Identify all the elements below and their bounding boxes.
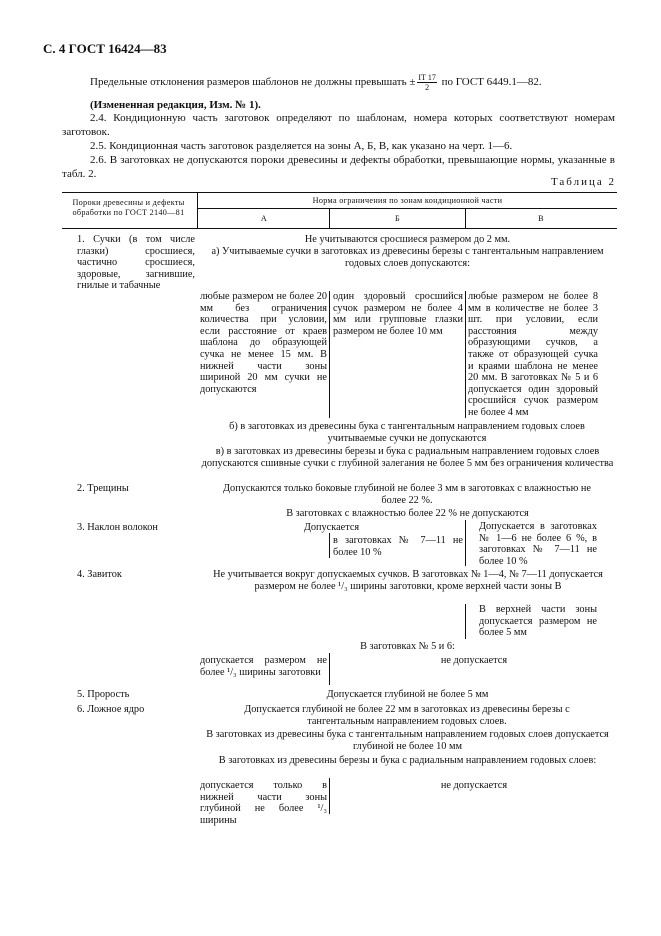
- head-zone-v: В: [538, 214, 544, 223]
- row-cracks-text-1: Допускаются только боковые глубиной не более 3 мм в заготовках с влажностью не более 22 %.: [223, 483, 591, 506]
- table-caption: Таблица 2: [550, 176, 616, 188]
- tolerance-standard: по ГОСТ 6449.1—82.: [438, 76, 542, 89]
- row-curl-divider-1: [465, 604, 466, 639]
- head-divider-2: [329, 208, 330, 229]
- row-curl-divider-2: [329, 653, 330, 685]
- row-curl-a: допускается размером не более ¹/₃ ширины заготовки: [200, 655, 327, 678]
- head-zone-a: А: [260, 214, 268, 223]
- head-zone-b: Б: [394, 214, 400, 223]
- fraction-numerator: IT 17: [418, 73, 436, 82]
- fraction-denominator: 2: [425, 83, 430, 92]
- row-false-heart-text-3: В заготовках из древесины березы и бука с радиальным направлением годовых слоев:: [218, 755, 597, 766]
- row-false-heart-a: допускается только в нижней части зоны глубиной не более ¹/₃ ширины: [200, 780, 327, 826]
- paragraph-2-6: 2.6. В заготовках не допускаются пороки древесины и дефекты обработки, превышающие нормы, указанные в табл. 2.: [62, 154, 615, 180]
- row-cracks-text-2: В заготовках с влажностью более 22 % не допускаются: [286, 508, 529, 519]
- tolerance-paragraph: [90, 73, 610, 92]
- row-false-heart-name: 6. Ложное ядро: [77, 704, 145, 715]
- row-knots-b: б) в заготовках из древесины бука с тангентальным направлением годовых слоев учитываемые сучки не допускаются: [229, 421, 585, 444]
- row-grain-name: 3. Наклон волокон: [77, 522, 158, 533]
- row-cracks-name: 2. Трещины: [77, 483, 129, 494]
- row-grain-divider-2: [465, 520, 466, 566]
- row-false-heart-text-1: Допускается глубиной не более 22 мм в заготовках из древесины березы с тангентальным направлением годовых слоев.: [244, 704, 570, 727]
- paragraph-2-4: 2.4. Кондиционную часть заготовок определяют по шаблонам, номера которых соответствуют номерам заготовок.: [62, 112, 615, 138]
- table-head-bottom-rule: [62, 228, 617, 229]
- row-curl-text-1: Не учитывается вокруг допускаемых сучков. В заготовках № 1—4, № 7—11 допускается размером не более ¹/₃ ширины заготовки, кроме верхней части зоны В: [213, 569, 603, 592]
- row-knots-general: Не учитываются сросшиеся размером до 2 мм.: [304, 234, 511, 245]
- table-top-rule: [62, 192, 617, 193]
- row-grain-b-note: в заготовках № 7—11 не более 10 %: [333, 535, 463, 558]
- row-knots-a-intro: а) Учитываемые сучки в заготовках из древесины березы с тангентальным направлением годовых слоев допускаются:: [211, 246, 604, 269]
- head-defects: Пороки древесины и дефекты обработки по ГОСТ 2140—81: [72, 198, 185, 217]
- tolerance-text: Предельные отклонения размеров шаблонов не должны превышать ±: [90, 76, 416, 89]
- row-false-heart-bv: не допускается: [440, 780, 508, 791]
- row-ingrown-bark-text: Допускается глубиной не более 5 мм: [326, 689, 489, 700]
- row-false-heart-text-2: В заготовках из древесины бука с тангентальным направлением годовых слоев допускается глубиной не более 10 мм: [206, 729, 609, 752]
- row-grain-divider-1: [329, 533, 330, 558]
- paragraph-2-5: 2.5. Кондиционная часть заготовок разделяется на зоны А, Б, В, как указано на черт. 1—6.: [90, 140, 513, 152]
- row-curl-v: В верхней части зоны допускается размером не более 5 мм: [479, 604, 597, 639]
- head-norm: Норма ограничения по зонам кондиционной части: [312, 196, 503, 205]
- amendment-note: (Измененная редакция, Изм. № 1).: [90, 99, 261, 111]
- row-knots-name: 1. Сучки (в том числе глазки) сросшиеся, частично сросшиеся, здоровые, загнившие, гнилые и табачные: [77, 234, 195, 292]
- row-knots-a-zone-v: любые размером не более 8 мм в количестве не более 3 шт. при условии, если расстояния между образующими сучков, а также от образующей сучка и краями шаблона не менее 20 мм. В заготовках № 5 и 6 допускается один здоровый сросшийся сучок размером не более 4 мм: [468, 291, 598, 418]
- row-curl-text-2: В заготовках № 5 и 6:: [360, 641, 455, 652]
- row-knots-a-zone-b: один здоровый сросшийся сучок размером не более 4 мм или групповые глазки размером не более 10 мм: [333, 291, 463, 337]
- row-knots-divider-1: [329, 291, 330, 418]
- row-false-heart-divider: [329, 778, 330, 814]
- row-curl-bv: не допускается: [440, 655, 508, 666]
- row-knots-divider-2: [465, 291, 466, 418]
- row-grain-v: Допускается в заготовках № 1—6 не более 6 %, в заготовках № 7—11 не более 10 %: [479, 521, 597, 567]
- head-divider-3: [465, 208, 466, 229]
- page-header: С. 4 ГОСТ 16424—83: [43, 41, 167, 56]
- row-knots-v: в) в заготовках из древесины березы и бука с радиальным направлением годовых слоев допускаются сшивные сучки с глубиной залегания не более 5 мм без ограничения количества: [201, 446, 614, 469]
- tolerance-fraction: [417, 73, 436, 92]
- row-knots-a-zone-a: любые размером не более 20 мм без ограничения количества при условии, если расстояние от краев шаблона до образующей сучка не менее 15 мм. В нижней части зоны шириной 20 мм сучки не допускаются: [200, 291, 327, 395]
- table-sub-rule: [198, 208, 617, 209]
- row-ingrown-bark-name: 5. Прорость: [77, 689, 130, 700]
- row-curl-name: 4. Завиток: [77, 569, 122, 580]
- row-grain-ab: Допускается: [303, 522, 360, 533]
- head-divider-1: [197, 192, 198, 229]
